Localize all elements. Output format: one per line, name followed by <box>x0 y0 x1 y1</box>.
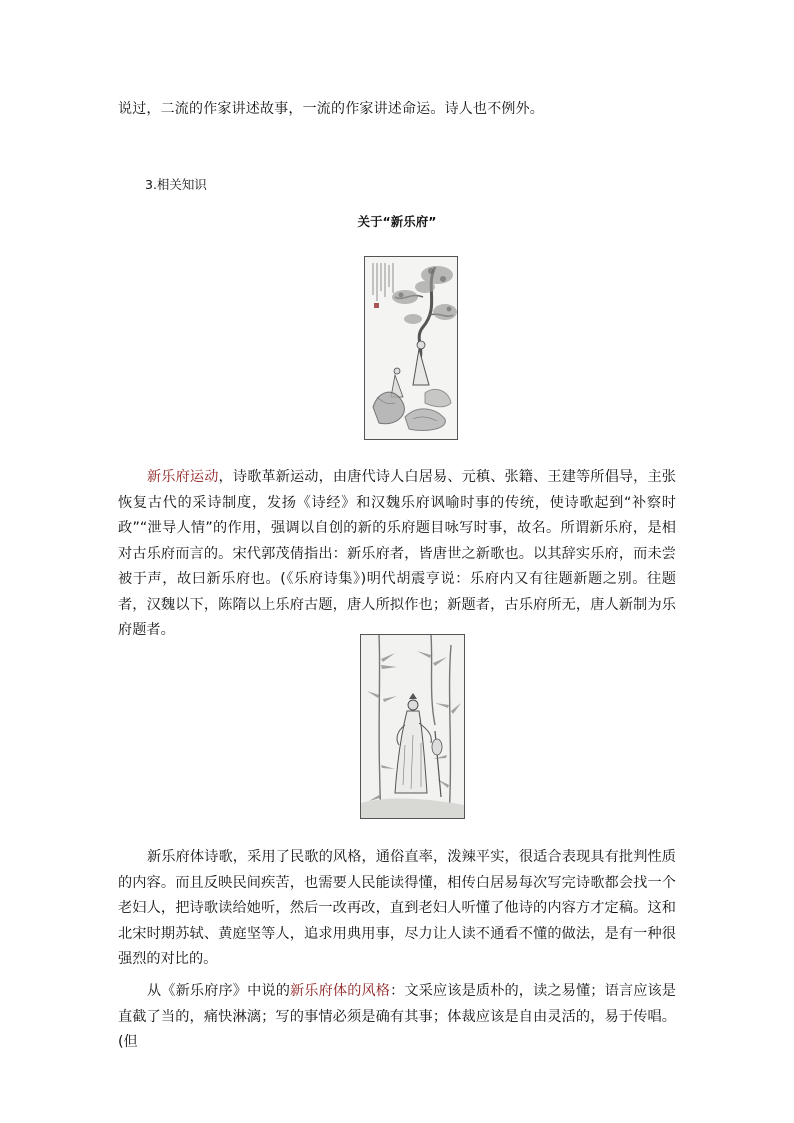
paragraph-preface-style <box>118 979 676 1056</box>
paragraph-new-yuefu-style: 新乐府体诗歌，采用了民歌的风格，通俗直率，泼辣平实，很适合表现具有批判性质的内容。而且反映民间疾苦，也需要人民能读得懂，相传白居易每次写完诗歌都会找一个老妇人，把诗歌读给她听，然后一改再改，直到老妇人听懂了他诗的内容方才定稿。这和北宋时期苏轼、黄庭坚等人，追求用典用事，尽力让人读不通看不懂的做法，是有一种很强烈的对比的。 <box>118 849 676 967</box>
highlight-new-yuefu-style: 新乐府体的风格 <box>290 983 391 999</box>
top-text-line: 说过，二流的作家讲述故事，一流的作家讲述命运。诗人也不例外。 <box>118 101 544 117</box>
paragraph-new-yuefu-movement <box>118 465 676 644</box>
paragraph3-after: ：文采应该是质朴的，读之易懂；语言应该是直截了当的，痛快淋漓；写的事情必须是确有其事；体裁应该是自由灵活的，易于传唱。(但 <box>118 983 676 1050</box>
paragraph3-before: 从《新乐府序》中说的 <box>147 983 290 999</box>
subtitle: 关于“新乐府” <box>357 214 437 229</box>
scholar-bamboo-painting-image <box>361 635 464 818</box>
paragraph1-text: ，诗歌革新运动，由唐代诗人白居易、元稹、张籍、王建等所倡导，主张恢复古代的采诗制度，发扬《诗经》和汉魏乐府讽喻时事的传统，使诗歌起到“补察时政”“泄导人情”的作用，强调以自创的新的乐府题目咏写时事，故名。所谓新乐府，是相对古乐府而言的。宋代郭茂倩指出：新乐府者，皆唐世之新歌也。以其辞实乐府，而未尝被于声，故曰新乐府也。(《乐府诗集》)明代胡震亨说：乐府内又有往题新题之别。往题者，汉魏以下，陈隋以上乐府古题，唐人所拟作也；新题者，古乐府所无，唐人新制为乐府题者。 <box>118 469 676 638</box>
landscape-painting-image <box>365 257 457 439</box>
landscape-painting-figure <box>364 256 458 440</box>
scholar-bamboo-painting-figure <box>360 634 465 819</box>
section-heading: 3.相关知识 <box>145 177 207 192</box>
highlight-new-yuefu-movement: 新乐府运动 <box>147 469 219 485</box>
